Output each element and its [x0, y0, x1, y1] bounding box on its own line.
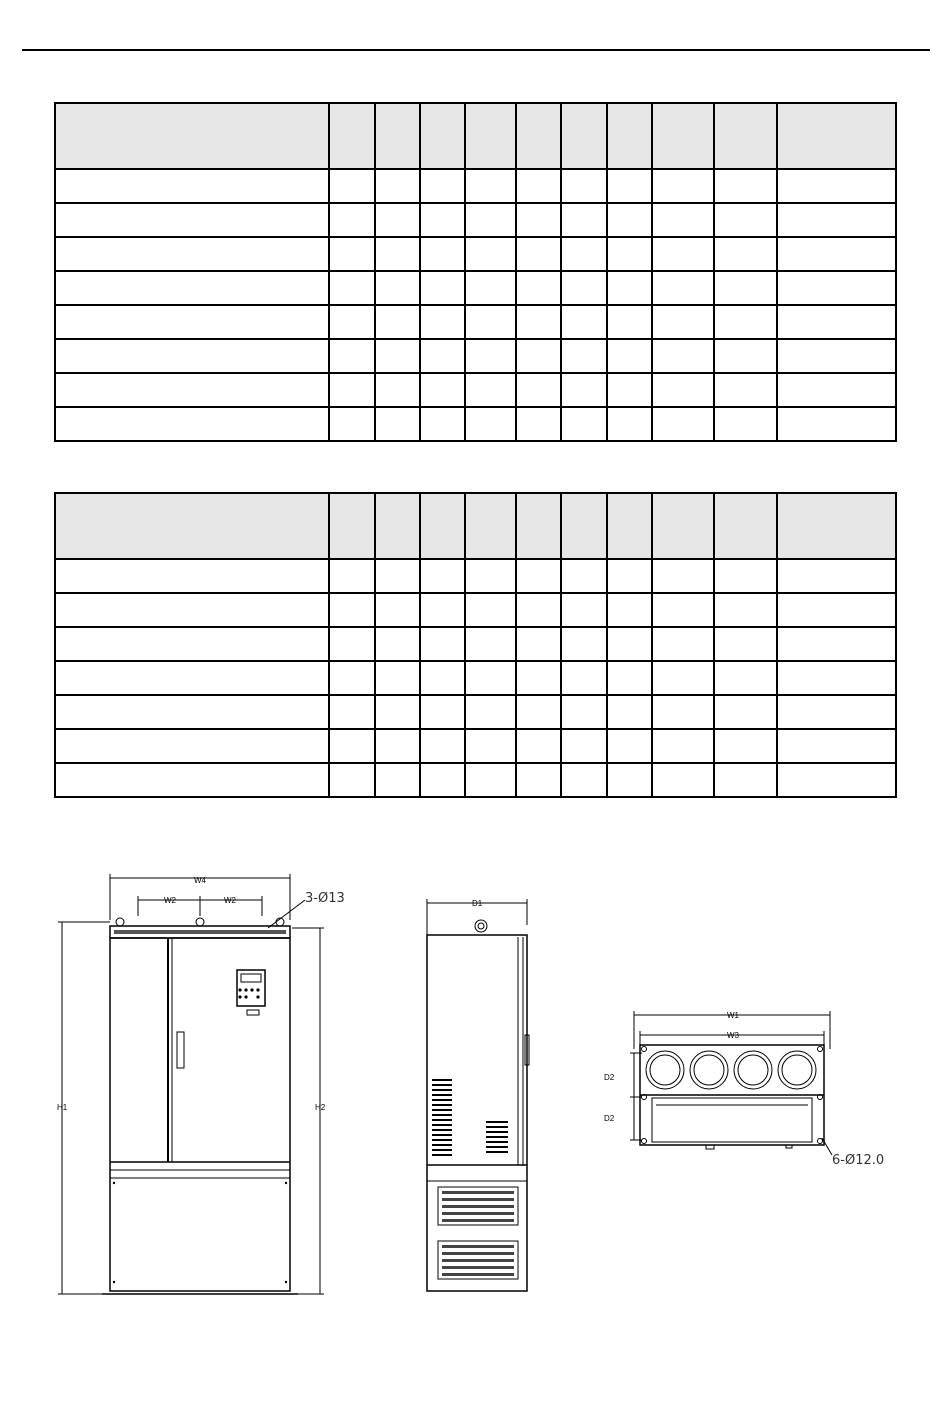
table-cell: [607, 237, 652, 271]
table-row: [55, 271, 896, 305]
table-row: [55, 593, 896, 627]
table-cell: [375, 373, 420, 407]
table-cell: [777, 593, 896, 627]
table-cell: [714, 407, 776, 441]
header-cell: [465, 493, 516, 559]
table-cell: [714, 661, 776, 695]
table-cell: [561, 763, 606, 797]
front-view-drawing: [50, 870, 370, 1305]
table-cell: [329, 305, 374, 339]
table-header-row: [55, 493, 896, 559]
table-cell: [375, 237, 420, 271]
table-cell: [329, 661, 374, 695]
table-cell: [329, 237, 374, 271]
table-cell: [714, 373, 776, 407]
table-cell: [561, 661, 606, 695]
table-row: [55, 763, 896, 797]
table-cell: [652, 559, 714, 593]
table-cell: [375, 661, 420, 695]
table-cell: [777, 559, 896, 593]
table-cell: [465, 237, 516, 271]
table-cell: [652, 695, 714, 729]
table-cell: [516, 203, 561, 237]
table-cell: [55, 339, 329, 373]
table-cell: [375, 407, 420, 441]
table-cell: [652, 661, 714, 695]
table-cell: [607, 339, 652, 373]
h1-label: H1: [57, 1103, 68, 1112]
table-cell: [607, 169, 652, 203]
table-cell: [652, 237, 714, 271]
header-cell: [561, 103, 606, 169]
table-cell: [516, 237, 561, 271]
d2-top-label: D2: [604, 1073, 615, 1082]
table-cell: [561, 593, 606, 627]
table-cell: [55, 627, 329, 661]
table-cell: [55, 305, 329, 339]
header-cell: [420, 493, 465, 559]
h2-label: H2: [315, 1103, 326, 1112]
front-hole-label: 3-Ø13: [305, 891, 345, 906]
header-cell: [714, 493, 776, 559]
table-cell: [607, 661, 652, 695]
dimension-table-1: [54, 102, 897, 442]
table-cell: [652, 271, 714, 305]
header-cell: [55, 103, 329, 169]
table-cell: [375, 729, 420, 763]
table-cell: [652, 627, 714, 661]
table-cell: [561, 559, 606, 593]
table-cell: [561, 339, 606, 373]
table-cell: [607, 407, 652, 441]
bottom-hole-label: 6-Ø12.0: [832, 1153, 885, 1168]
table-cell: [465, 339, 516, 373]
table-cell: [420, 559, 465, 593]
table-cell: [607, 559, 652, 593]
table-cell: [55, 407, 329, 441]
table-cell: [329, 169, 374, 203]
table-cell: [607, 305, 652, 339]
table-cell: [652, 169, 714, 203]
table-row: [55, 305, 896, 339]
header-cell: [561, 493, 606, 559]
table-cell: [375, 627, 420, 661]
table-cell: [777, 169, 896, 203]
table-cell: [516, 661, 561, 695]
header-cell: [516, 103, 561, 169]
w4-label: W4: [194, 876, 206, 885]
w3-label: W3: [727, 1031, 739, 1040]
table-cell: [465, 763, 516, 797]
table-cell: [607, 763, 652, 797]
table-cell: [777, 203, 896, 237]
table-cell: [714, 169, 776, 203]
table-cell: [329, 203, 374, 237]
table-cell: [329, 339, 374, 373]
table-cell: [607, 593, 652, 627]
table-cell: [714, 305, 776, 339]
table-cell: [375, 339, 420, 373]
table-cell: [652, 593, 714, 627]
side-view-drawing: [420, 895, 545, 1300]
table-cell: [420, 593, 465, 627]
table-cell: [375, 593, 420, 627]
table-cell: [607, 729, 652, 763]
table-cell: [329, 407, 374, 441]
table-row: [55, 169, 896, 203]
table-cell: [465, 271, 516, 305]
table-cell: [329, 729, 374, 763]
header-rule: [22, 49, 930, 51]
table-cell: [55, 729, 329, 763]
table-cell: [714, 271, 776, 305]
d1-label: D1: [472, 899, 483, 908]
table-row: [55, 373, 896, 407]
table-cell: [516, 373, 561, 407]
table-row: [55, 627, 896, 661]
table-cell: [516, 169, 561, 203]
table-cell: [465, 559, 516, 593]
table-cell: [561, 305, 606, 339]
table-cell: [561, 373, 606, 407]
table-cell: [465, 407, 516, 441]
header-cell: [777, 493, 896, 559]
table-cell: [714, 559, 776, 593]
table-cell: [375, 695, 420, 729]
table-cell: [516, 559, 561, 593]
table-cell: [55, 763, 329, 797]
table-cell: [420, 237, 465, 271]
table-cell: [516, 729, 561, 763]
header-cell: [652, 103, 714, 169]
header-cell: [607, 493, 652, 559]
table-cell: [607, 373, 652, 407]
table-row: [55, 339, 896, 373]
d2-bottom-label: D2: [604, 1114, 615, 1123]
table-cell: [55, 559, 329, 593]
table-cell: [561, 627, 606, 661]
table-cell: [465, 729, 516, 763]
table-cell: [561, 271, 606, 305]
table-cell: [652, 203, 714, 237]
table-cell: [714, 627, 776, 661]
table-cell: [777, 237, 896, 271]
w2-right-label: W2: [224, 896, 236, 905]
table-cell: [652, 407, 714, 441]
table-row: [55, 407, 896, 441]
table-row: [55, 559, 896, 593]
table-cell: [420, 169, 465, 203]
table-cell: [329, 559, 374, 593]
dimension-table-2: [54, 492, 897, 798]
table-cell: [465, 373, 516, 407]
table-cell: [329, 627, 374, 661]
table-cell: [375, 271, 420, 305]
table-cell: [777, 373, 896, 407]
table-cell: [465, 593, 516, 627]
table-cell: [516, 305, 561, 339]
table-cell: [465, 169, 516, 203]
table-cell: [420, 763, 465, 797]
table-cell: [55, 593, 329, 627]
table-cell: [777, 339, 896, 373]
table-cell: [420, 305, 465, 339]
table-cell: [652, 305, 714, 339]
table-cell: [329, 373, 374, 407]
table-row: [55, 661, 896, 695]
table-row: [55, 237, 896, 271]
header-cell: [420, 103, 465, 169]
table-cell: [516, 627, 561, 661]
header-cell: [329, 103, 374, 169]
table-cell: [55, 169, 329, 203]
table-cell: [714, 339, 776, 373]
table-cell: [561, 695, 606, 729]
table-cell: [420, 203, 465, 237]
table-cell: [561, 169, 606, 203]
table-row: [55, 695, 896, 729]
table-cell: [652, 763, 714, 797]
table-cell: [777, 627, 896, 661]
header-cell: [375, 103, 420, 169]
table-row: [55, 203, 896, 237]
header-cell: [516, 493, 561, 559]
table-cell: [777, 305, 896, 339]
table-cell: [329, 271, 374, 305]
table-cell: [652, 729, 714, 763]
table-cell: [516, 593, 561, 627]
table-cell: [714, 593, 776, 627]
table-cell: [375, 169, 420, 203]
table-cell: [777, 407, 896, 441]
table-cell: [465, 203, 516, 237]
header-cell: [777, 103, 896, 169]
header-cell: [55, 493, 329, 559]
table-cell: [516, 695, 561, 729]
table-cell: [561, 729, 606, 763]
table-cell: [420, 373, 465, 407]
table-cell: [607, 203, 652, 237]
table-cell: [561, 203, 606, 237]
table-cell: [55, 237, 329, 271]
table-cell: [714, 729, 776, 763]
table-cell: [516, 763, 561, 797]
header-cell: [714, 103, 776, 169]
table-cell: [55, 695, 329, 729]
table-cell: [714, 763, 776, 797]
table-cell: [465, 627, 516, 661]
table-cell: [516, 271, 561, 305]
w1-label: W1: [727, 1011, 739, 1020]
table-cell: [329, 593, 374, 627]
table-cell: [465, 305, 516, 339]
table-cell: [652, 373, 714, 407]
table-cell: [420, 695, 465, 729]
header-cell: [375, 493, 420, 559]
table-cell: [420, 271, 465, 305]
table-cell: [420, 627, 465, 661]
table-cell: [465, 695, 516, 729]
table-cell: [55, 373, 329, 407]
table-cell: [714, 237, 776, 271]
table-cell: [777, 763, 896, 797]
table-cell: [375, 203, 420, 237]
table-cell: [420, 407, 465, 441]
table-cell: [777, 661, 896, 695]
table-cell: [561, 237, 606, 271]
table-cell: [375, 763, 420, 797]
table-cell: [329, 763, 374, 797]
table-cell: [777, 695, 896, 729]
header-cell: [607, 103, 652, 169]
table-cell: [55, 203, 329, 237]
table-cell: [55, 271, 329, 305]
header-cell: [465, 103, 516, 169]
table-cell: [516, 339, 561, 373]
table-cell: [714, 695, 776, 729]
table-cell: [777, 271, 896, 305]
table-cell: [607, 627, 652, 661]
header-cell: [652, 493, 714, 559]
w2-left-label: W2: [164, 896, 176, 905]
table-cell: [607, 271, 652, 305]
table-cell: [375, 305, 420, 339]
table-cell: [420, 661, 465, 695]
table-row: [55, 729, 896, 763]
table-cell: [465, 661, 516, 695]
table-cell: [714, 203, 776, 237]
table-cell: [516, 407, 561, 441]
bottom-view-drawing: [600, 1005, 900, 1170]
table-cell: [420, 339, 465, 373]
header-cell: [329, 493, 374, 559]
table-cell: [561, 407, 606, 441]
table-cell: [777, 729, 896, 763]
table-cell: [607, 695, 652, 729]
table-header-row: [55, 103, 896, 169]
table-cell: [375, 559, 420, 593]
table-cell: [420, 729, 465, 763]
table-cell: [55, 661, 329, 695]
table-cell: [652, 339, 714, 373]
table-cell: [329, 695, 374, 729]
